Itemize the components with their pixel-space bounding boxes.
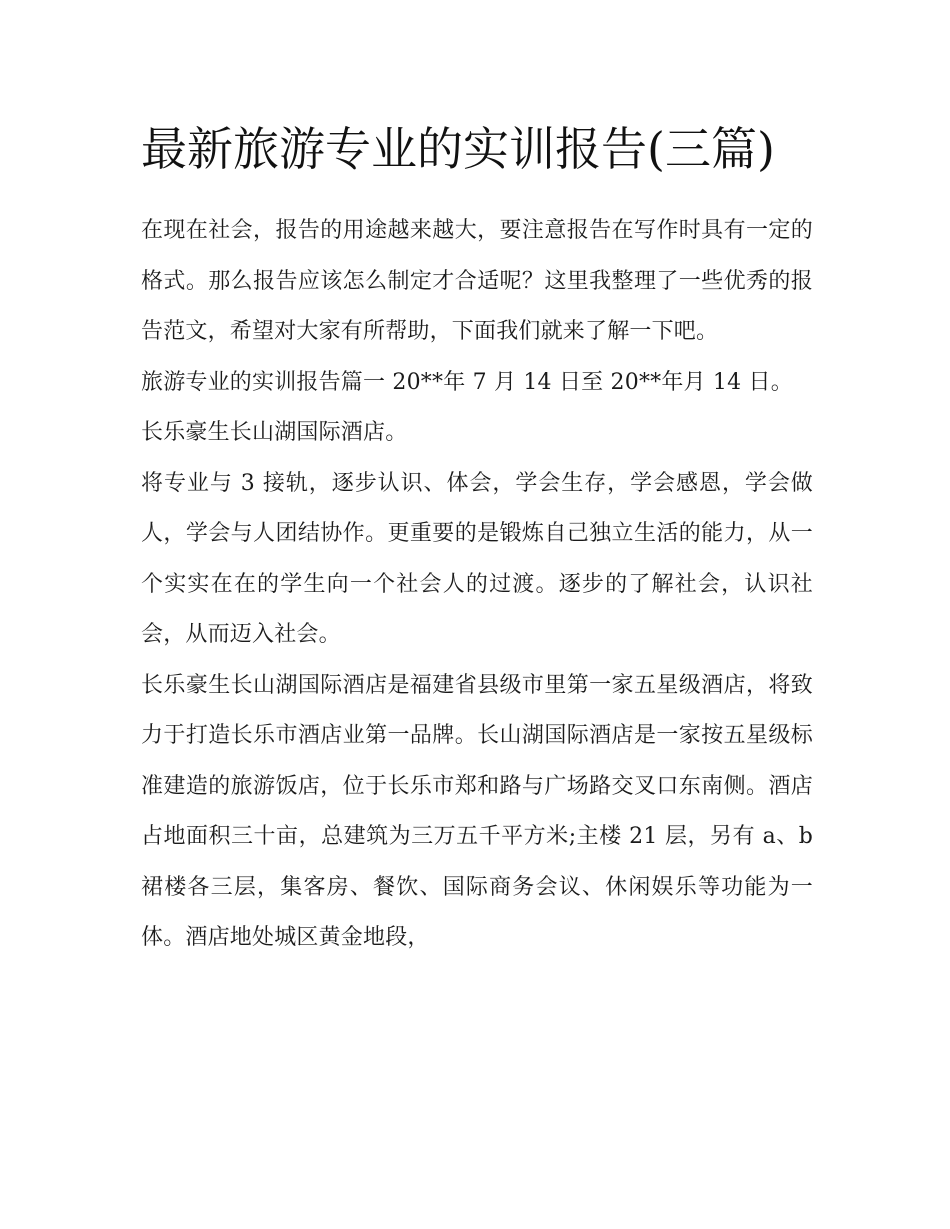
paragraph-objectives: 将专业与 3 接轨，逐步认识、体会，学会生存，学会感恩，学会做人，学会与人团结协作。更重要的是锻炼自己独立生活的能力，从一个实实在在的学生向一个社会人的过渡。逐步的了解社会，认识社会，从而迈入社会。 — [141, 470, 813, 647]
paragraph-report-dates: 旅游专业的实训报告篇一 20**年 7 月 14 日至 20**年月 14 日。 — [141, 369, 793, 395]
document-title: 最新旅游专业的实训报告(三篇) — [141, 122, 775, 176]
paragraph-hotel-name: 长乐豪生长山湖国际酒店。 — [141, 420, 408, 445]
document-body — [141, 112, 813, 964]
paragraph-hotel-description: 长乐豪生长山湖国际酒店是福建省县级市里第一家五星级酒店，将致力于打造长乐市酒店业第一品牌。长山湖国际酒店是一家按五星级标准建造的旅游饭店，位于长乐市郑和路与广场路交叉口东南侧。酒店占地面积三十亩，总建筑为三万五千平方米;主楼 21 层，另有 a、b 裙楼各三层，集客房、餐饮、国际商务会议、休闲娱乐等功能为一体。酒店地处城区黄金地段， — [141, 672, 813, 950]
paragraph-intro: 在现在社会，报告的用途越来越大，要注意报告在写作时具有一定的格式。那么报告应该怎么制定才合适呢？这里我整理了一些优秀的报告范文，希望对大家有所帮助，下面我们就来了解一下吧。 — [141, 218, 813, 344]
